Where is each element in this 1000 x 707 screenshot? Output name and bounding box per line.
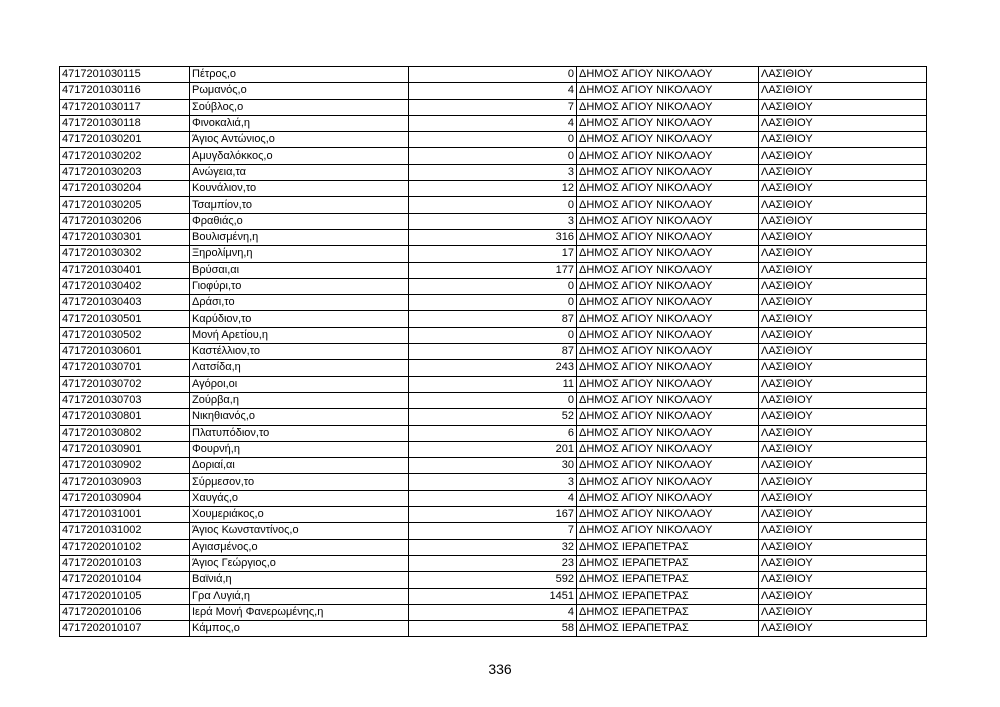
table-row	[60, 441, 927, 457]
municipality-cell: ΔΗΜΟΣ ΑΓΙΟΥ ΝΙΚΟΛΑΟΥ	[577, 115, 759, 131]
population-cell: 0	[409, 197, 577, 213]
settlement-name-cell: Κουνάλιον,το	[190, 181, 409, 197]
municipality-cell: ΔΗΜΟΣ ΙΕΡΑΠΕΤΡΑΣ	[577, 572, 759, 588]
population-cell: 30	[409, 458, 577, 474]
prefecture-cell: ΛΑΣΙΘΙΟΥ	[759, 474, 927, 490]
population-cell: 4	[409, 115, 577, 131]
table-row	[60, 327, 927, 343]
code-cell: 4717201030501	[60, 311, 190, 327]
prefecture-cell: ΛΑΣΙΘΙΟΥ	[759, 409, 927, 425]
municipality-cell: ΔΗΜΟΣ ΑΓΙΟΥ ΝΙΚΟΛΑΟΥ	[577, 409, 759, 425]
settlement-name-cell: Κάμπος,ο	[190, 621, 409, 637]
population-cell: 0	[409, 148, 577, 164]
table-row	[60, 67, 927, 83]
table-row	[60, 621, 927, 637]
settlement-name-cell: Ρωμανός,ο	[190, 83, 409, 99]
table-row	[60, 392, 927, 408]
code-cell: 4717201031001	[60, 507, 190, 523]
code-cell: 4717201030201	[60, 132, 190, 148]
municipality-cell: ΔΗΜΟΣ ΑΓΙΟΥ ΝΙΚΟΛΑΟΥ	[577, 392, 759, 408]
code-cell: 4717201030116	[60, 83, 190, 99]
prefecture-cell: ΛΑΣΙΘΙΟΥ	[759, 572, 927, 588]
table-row	[60, 344, 927, 360]
population-cell: 0	[409, 392, 577, 408]
code-cell: 4717202010104	[60, 572, 190, 588]
municipality-cell: ΔΗΜΟΣ ΑΓΙΟΥ ΝΙΚΟΛΑΟΥ	[577, 132, 759, 148]
code-cell: 4717201030402	[60, 278, 190, 294]
settlement-name-cell: Άγιος Κωνσταντίνος,ο	[190, 523, 409, 539]
population-cell: 7	[409, 99, 577, 115]
prefecture-cell: ΛΑΣΙΘΙΟΥ	[759, 392, 927, 408]
settlement-name-cell: Ιερά Μονή Φανερωμένης,η	[190, 604, 409, 620]
prefecture-cell: ΛΑΣΙΘΙΟΥ	[759, 621, 927, 637]
table-row	[60, 539, 927, 555]
settlement-name-cell: Καστέλλιον,το	[190, 344, 409, 360]
population-cell: 87	[409, 344, 577, 360]
municipality-cell: ΔΗΜΟΣ ΑΓΙΟΥ ΝΙΚΟΛΑΟΥ	[577, 148, 759, 164]
table-row	[60, 409, 927, 425]
settlement-name-cell: Βαϊνιά,η	[190, 572, 409, 588]
prefecture-cell: ΛΑΣΙΘΙΟΥ	[759, 132, 927, 148]
settlement-name-cell: Λατσίδα,η	[190, 360, 409, 376]
population-cell: 592	[409, 572, 577, 588]
code-cell: 4717201030115	[60, 67, 190, 83]
settlement-name-cell: Τσαμπίον,το	[190, 197, 409, 213]
prefecture-cell: ΛΑΣΙΘΙΟΥ	[759, 425, 927, 441]
prefecture-cell: ΛΑΣΙΘΙΟΥ	[759, 246, 927, 262]
settlement-name-cell: Γρα Λυγιά,η	[190, 588, 409, 604]
municipality-cell: ΔΗΜΟΣ ΑΓΙΟΥ ΝΙΚΟΛΑΟΥ	[577, 213, 759, 229]
code-cell: 4717201030901	[60, 441, 190, 457]
table-row	[60, 360, 927, 376]
municipality-cell: ΔΗΜΟΣ ΙΕΡΑΠΕΤΡΑΣ	[577, 621, 759, 637]
population-cell: 32	[409, 539, 577, 555]
municipality-cell: ΔΗΜΟΣ ΑΓΙΟΥ ΝΙΚΟΛΑΟΥ	[577, 474, 759, 490]
settlements-table	[59, 66, 927, 637]
population-cell: 87	[409, 311, 577, 327]
prefecture-cell: ΛΑΣΙΘΙΟΥ	[759, 490, 927, 506]
code-cell: 4717201030903	[60, 474, 190, 490]
prefecture-cell: ΛΑΣΙΘΙΟΥ	[759, 83, 927, 99]
code-cell: 4717202010102	[60, 539, 190, 555]
table-row	[60, 490, 927, 506]
settlement-name-cell: Ζούρβα,η	[190, 392, 409, 408]
settlement-name-cell: Ξηρολίμνη,η	[190, 246, 409, 262]
prefecture-cell: ΛΑΣΙΘΙΟΥ	[759, 441, 927, 457]
municipality-cell: ΔΗΜΟΣ ΑΓΙΟΥ ΝΙΚΟΛΑΟΥ	[577, 311, 759, 327]
code-cell: 4717201030703	[60, 392, 190, 408]
code-cell: 4717202010107	[60, 621, 190, 637]
prefecture-cell: ΛΑΣΙΘΙΟΥ	[759, 278, 927, 294]
settlement-name-cell: Πλατυπόδιον,το	[190, 425, 409, 441]
code-cell: 4717202010103	[60, 555, 190, 571]
settlement-name-cell: Σύρμεσον,το	[190, 474, 409, 490]
prefecture-cell: ΛΑΣΙΘΙΟΥ	[759, 376, 927, 392]
prefecture-cell: ΛΑΣΙΘΙΟΥ	[759, 360, 927, 376]
population-cell: 0	[409, 67, 577, 83]
municipality-cell: ΔΗΜΟΣ ΑΓΙΟΥ ΝΙΚΟΛΑΟΥ	[577, 360, 759, 376]
settlement-name-cell: Φουρνή,η	[190, 441, 409, 457]
settlement-name-cell: Καρύδιον,το	[190, 311, 409, 327]
population-cell: 12	[409, 181, 577, 197]
settlement-name-cell: Αγιασμένος,ο	[190, 539, 409, 555]
code-cell: 4717201030205	[60, 197, 190, 213]
prefecture-cell: ΛΑΣΙΘΙΟΥ	[759, 507, 927, 523]
population-cell: 11	[409, 376, 577, 392]
code-cell: 4717201030904	[60, 490, 190, 506]
settlement-name-cell: Αγόροι,οι	[190, 376, 409, 392]
code-cell: 4717201031002	[60, 523, 190, 539]
code-cell: 4717201030204	[60, 181, 190, 197]
municipality-cell: ΔΗΜΟΣ ΑΓΙΟΥ ΝΙΚΟΛΑΟΥ	[577, 262, 759, 278]
population-cell: 4	[409, 490, 577, 506]
municipality-cell: ΔΗΜΟΣ ΑΓΙΟΥ ΝΙΚΟΛΑΟΥ	[577, 441, 759, 457]
municipality-cell: ΔΗΜΟΣ ΑΓΙΟΥ ΝΙΚΟΛΑΟΥ	[577, 523, 759, 539]
table-row	[60, 229, 927, 245]
prefecture-cell: ΛΑΣΙΘΙΟΥ	[759, 539, 927, 555]
municipality-cell: ΔΗΜΟΣ ΑΓΙΟΥ ΝΙΚΟΛΑΟΥ	[577, 295, 759, 311]
code-cell: 4717201030502	[60, 327, 190, 343]
code-cell: 4717201030301	[60, 229, 190, 245]
settlement-name-cell: Άγιος Γεώργιος,ο	[190, 555, 409, 571]
population-cell: 316	[409, 229, 577, 245]
municipality-cell: ΔΗΜΟΣ ΑΓΙΟΥ ΝΙΚΟΛΑΟΥ	[577, 278, 759, 294]
prefecture-cell: ΛΑΣΙΘΙΟΥ	[759, 311, 927, 327]
population-cell: 243	[409, 360, 577, 376]
table-row	[60, 555, 927, 571]
code-cell: 4717201030902	[60, 458, 190, 474]
page-number: 336	[488, 661, 512, 677]
municipality-cell: ΔΗΜΟΣ ΑΓΙΟΥ ΝΙΚΟΛΑΟΥ	[577, 181, 759, 197]
population-cell: 201	[409, 441, 577, 457]
population-cell: 17	[409, 246, 577, 262]
table-row	[60, 376, 927, 392]
code-cell: 4717201030801	[60, 409, 190, 425]
table-row	[60, 246, 927, 262]
code-cell: 4717202010106	[60, 604, 190, 620]
prefecture-cell: ΛΑΣΙΘΙΟΥ	[759, 197, 927, 213]
population-cell: 3	[409, 474, 577, 490]
table-row	[60, 197, 927, 213]
municipality-cell: ΔΗΜΟΣ ΑΓΙΟΥ ΝΙΚΟΛΑΟΥ	[577, 327, 759, 343]
code-cell: 4717201030302	[60, 246, 190, 262]
settlement-name-cell: Χουμεριάκος,ο	[190, 507, 409, 523]
population-cell: 0	[409, 132, 577, 148]
population-cell: 0	[409, 327, 577, 343]
settlement-name-cell: Πέτρος,ο	[190, 67, 409, 83]
code-cell: 4717201030802	[60, 425, 190, 441]
municipality-cell: ΔΗΜΟΣ ΙΕΡΑΠΕΤΡΑΣ	[577, 555, 759, 571]
municipality-cell: ΔΗΜΟΣ ΑΓΙΟΥ ΝΙΚΟΛΑΟΥ	[577, 490, 759, 506]
table-row	[60, 604, 927, 620]
settlement-name-cell: Βρύσαι,αι	[190, 262, 409, 278]
code-cell: 4717201030401	[60, 262, 190, 278]
code-cell: 4717201030403	[60, 295, 190, 311]
municipality-cell: ΔΗΜΟΣ ΙΕΡΑΠΕΤΡΑΣ	[577, 588, 759, 604]
settlement-name-cell: Αμυγδαλόκκος,ο	[190, 148, 409, 164]
prefecture-cell: ΛΑΣΙΘΙΟΥ	[759, 295, 927, 311]
table-row	[60, 507, 927, 523]
settlement-name-cell: Γιοφύρι,το	[190, 278, 409, 294]
population-cell: 0	[409, 295, 577, 311]
table-row	[60, 572, 927, 588]
table-row	[60, 132, 927, 148]
population-cell: 177	[409, 262, 577, 278]
prefecture-cell: ΛΑΣΙΘΙΟΥ	[759, 344, 927, 360]
population-cell: 4	[409, 83, 577, 99]
settlement-name-cell: Βουλισμένη,η	[190, 229, 409, 245]
table-row	[60, 83, 927, 99]
table-body	[60, 67, 927, 637]
code-cell: 4717201030117	[60, 99, 190, 115]
table-row	[60, 262, 927, 278]
municipality-cell: ΔΗΜΟΣ ΙΕΡΑΠΕΤΡΑΣ	[577, 539, 759, 555]
population-cell: 4	[409, 604, 577, 620]
municipality-cell: ΔΗΜΟΣ ΙΕΡΑΠΕΤΡΑΣ	[577, 604, 759, 620]
table-row	[60, 295, 927, 311]
population-cell: 0	[409, 278, 577, 294]
table-row	[60, 164, 927, 180]
population-cell: 3	[409, 164, 577, 180]
population-cell: 7	[409, 523, 577, 539]
prefecture-cell: ΛΑΣΙΘΙΟΥ	[759, 164, 927, 180]
prefecture-cell: ΛΑΣΙΘΙΟΥ	[759, 229, 927, 245]
code-cell: 4717201030202	[60, 148, 190, 164]
code-cell: 4717202010105	[60, 588, 190, 604]
prefecture-cell: ΛΑΣΙΘΙΟΥ	[759, 181, 927, 197]
population-cell: 1451	[409, 588, 577, 604]
prefecture-cell: ΛΑΣΙΘΙΟΥ	[759, 67, 927, 83]
population-cell: 58	[409, 621, 577, 637]
settlement-name-cell: Νικηθιανός,ο	[190, 409, 409, 425]
table-row	[60, 425, 927, 441]
settlement-name-cell: Φινοκαλιά,η	[190, 115, 409, 131]
prefecture-cell: ΛΑΣΙΘΙΟΥ	[759, 523, 927, 539]
code-cell: 4717201030702	[60, 376, 190, 392]
municipality-cell: ΔΗΜΟΣ ΑΓΙΟΥ ΝΙΚΟΛΑΟΥ	[577, 344, 759, 360]
prefecture-cell: ΛΑΣΙΘΙΟΥ	[759, 213, 927, 229]
prefecture-cell: ΛΑΣΙΘΙΟΥ	[759, 588, 927, 604]
table-row	[60, 311, 927, 327]
settlement-name-cell: Μονή Αρετίου,η	[190, 327, 409, 343]
population-cell: 167	[409, 507, 577, 523]
code-cell: 4717201030203	[60, 164, 190, 180]
table-row	[60, 278, 927, 294]
settlement-name-cell: Χαυγάς,ο	[190, 490, 409, 506]
table-row	[60, 148, 927, 164]
code-cell: 4717201030206	[60, 213, 190, 229]
table-row	[60, 181, 927, 197]
prefecture-cell: ΛΑΣΙΘΙΟΥ	[759, 604, 927, 620]
settlement-name-cell: Δοριαί,αι	[190, 458, 409, 474]
municipality-cell: ΔΗΜΟΣ ΑΓΙΟΥ ΝΙΚΟΛΑΟΥ	[577, 229, 759, 245]
table-row	[60, 458, 927, 474]
settlement-name-cell: Άγιος Αντώνιος,ο	[190, 132, 409, 148]
municipality-cell: ΔΗΜΟΣ ΑΓΙΟΥ ΝΙΚΟΛΑΟΥ	[577, 164, 759, 180]
table-row	[60, 115, 927, 131]
prefecture-cell: ΛΑΣΙΘΙΟΥ	[759, 262, 927, 278]
municipality-cell: ΔΗΜΟΣ ΑΓΙΟΥ ΝΙΚΟΛΑΟΥ	[577, 99, 759, 115]
municipality-cell: ΔΗΜΟΣ ΑΓΙΟΥ ΝΙΚΟΛΑΟΥ	[577, 246, 759, 262]
municipality-cell: ΔΗΜΟΣ ΑΓΙΟΥ ΝΙΚΟΛΑΟΥ	[577, 376, 759, 392]
municipality-cell: ΔΗΜΟΣ ΑΓΙΟΥ ΝΙΚΟΛΑΟΥ	[577, 197, 759, 213]
table-row	[60, 474, 927, 490]
prefecture-cell: ΛΑΣΙΘΙΟΥ	[759, 327, 927, 343]
code-cell: 4717201030118	[60, 115, 190, 131]
prefecture-cell: ΛΑΣΙΘΙΟΥ	[759, 115, 927, 131]
municipality-cell: ΔΗΜΟΣ ΑΓΙΟΥ ΝΙΚΟΛΑΟΥ	[577, 425, 759, 441]
settlement-name-cell: Δράσι,το	[190, 295, 409, 311]
table-row	[60, 99, 927, 115]
settlement-name-cell: Ανώγεια,τα	[190, 164, 409, 180]
population-cell: 23	[409, 555, 577, 571]
code-cell: 4717201030701	[60, 360, 190, 376]
prefecture-cell: ΛΑΣΙΘΙΟΥ	[759, 458, 927, 474]
code-cell: 4717201030601	[60, 344, 190, 360]
municipality-cell: ΔΗΜΟΣ ΑΓΙΟΥ ΝΙΚΟΛΑΟΥ	[577, 83, 759, 99]
table-row	[60, 523, 927, 539]
table-row	[60, 588, 927, 604]
municipality-cell: ΔΗΜΟΣ ΑΓΙΟΥ ΝΙΚΟΛΑΟΥ	[577, 67, 759, 83]
population-cell: 3	[409, 213, 577, 229]
municipality-cell: ΔΗΜΟΣ ΑΓΙΟΥ ΝΙΚΟΛΑΟΥ	[577, 458, 759, 474]
prefecture-cell: ΛΑΣΙΘΙΟΥ	[759, 99, 927, 115]
population-cell: 52	[409, 409, 577, 425]
prefecture-cell: ΛΑΣΙΘΙΟΥ	[759, 148, 927, 164]
settlement-name-cell: Φραθιάς,ο	[190, 213, 409, 229]
settlement-name-cell: Σούβλος,ο	[190, 99, 409, 115]
population-cell: 6	[409, 425, 577, 441]
prefecture-cell: ΛΑΣΙΘΙΟΥ	[759, 555, 927, 571]
municipality-cell: ΔΗΜΟΣ ΑΓΙΟΥ ΝΙΚΟΛΑΟΥ	[577, 507, 759, 523]
table-row	[60, 213, 927, 229]
